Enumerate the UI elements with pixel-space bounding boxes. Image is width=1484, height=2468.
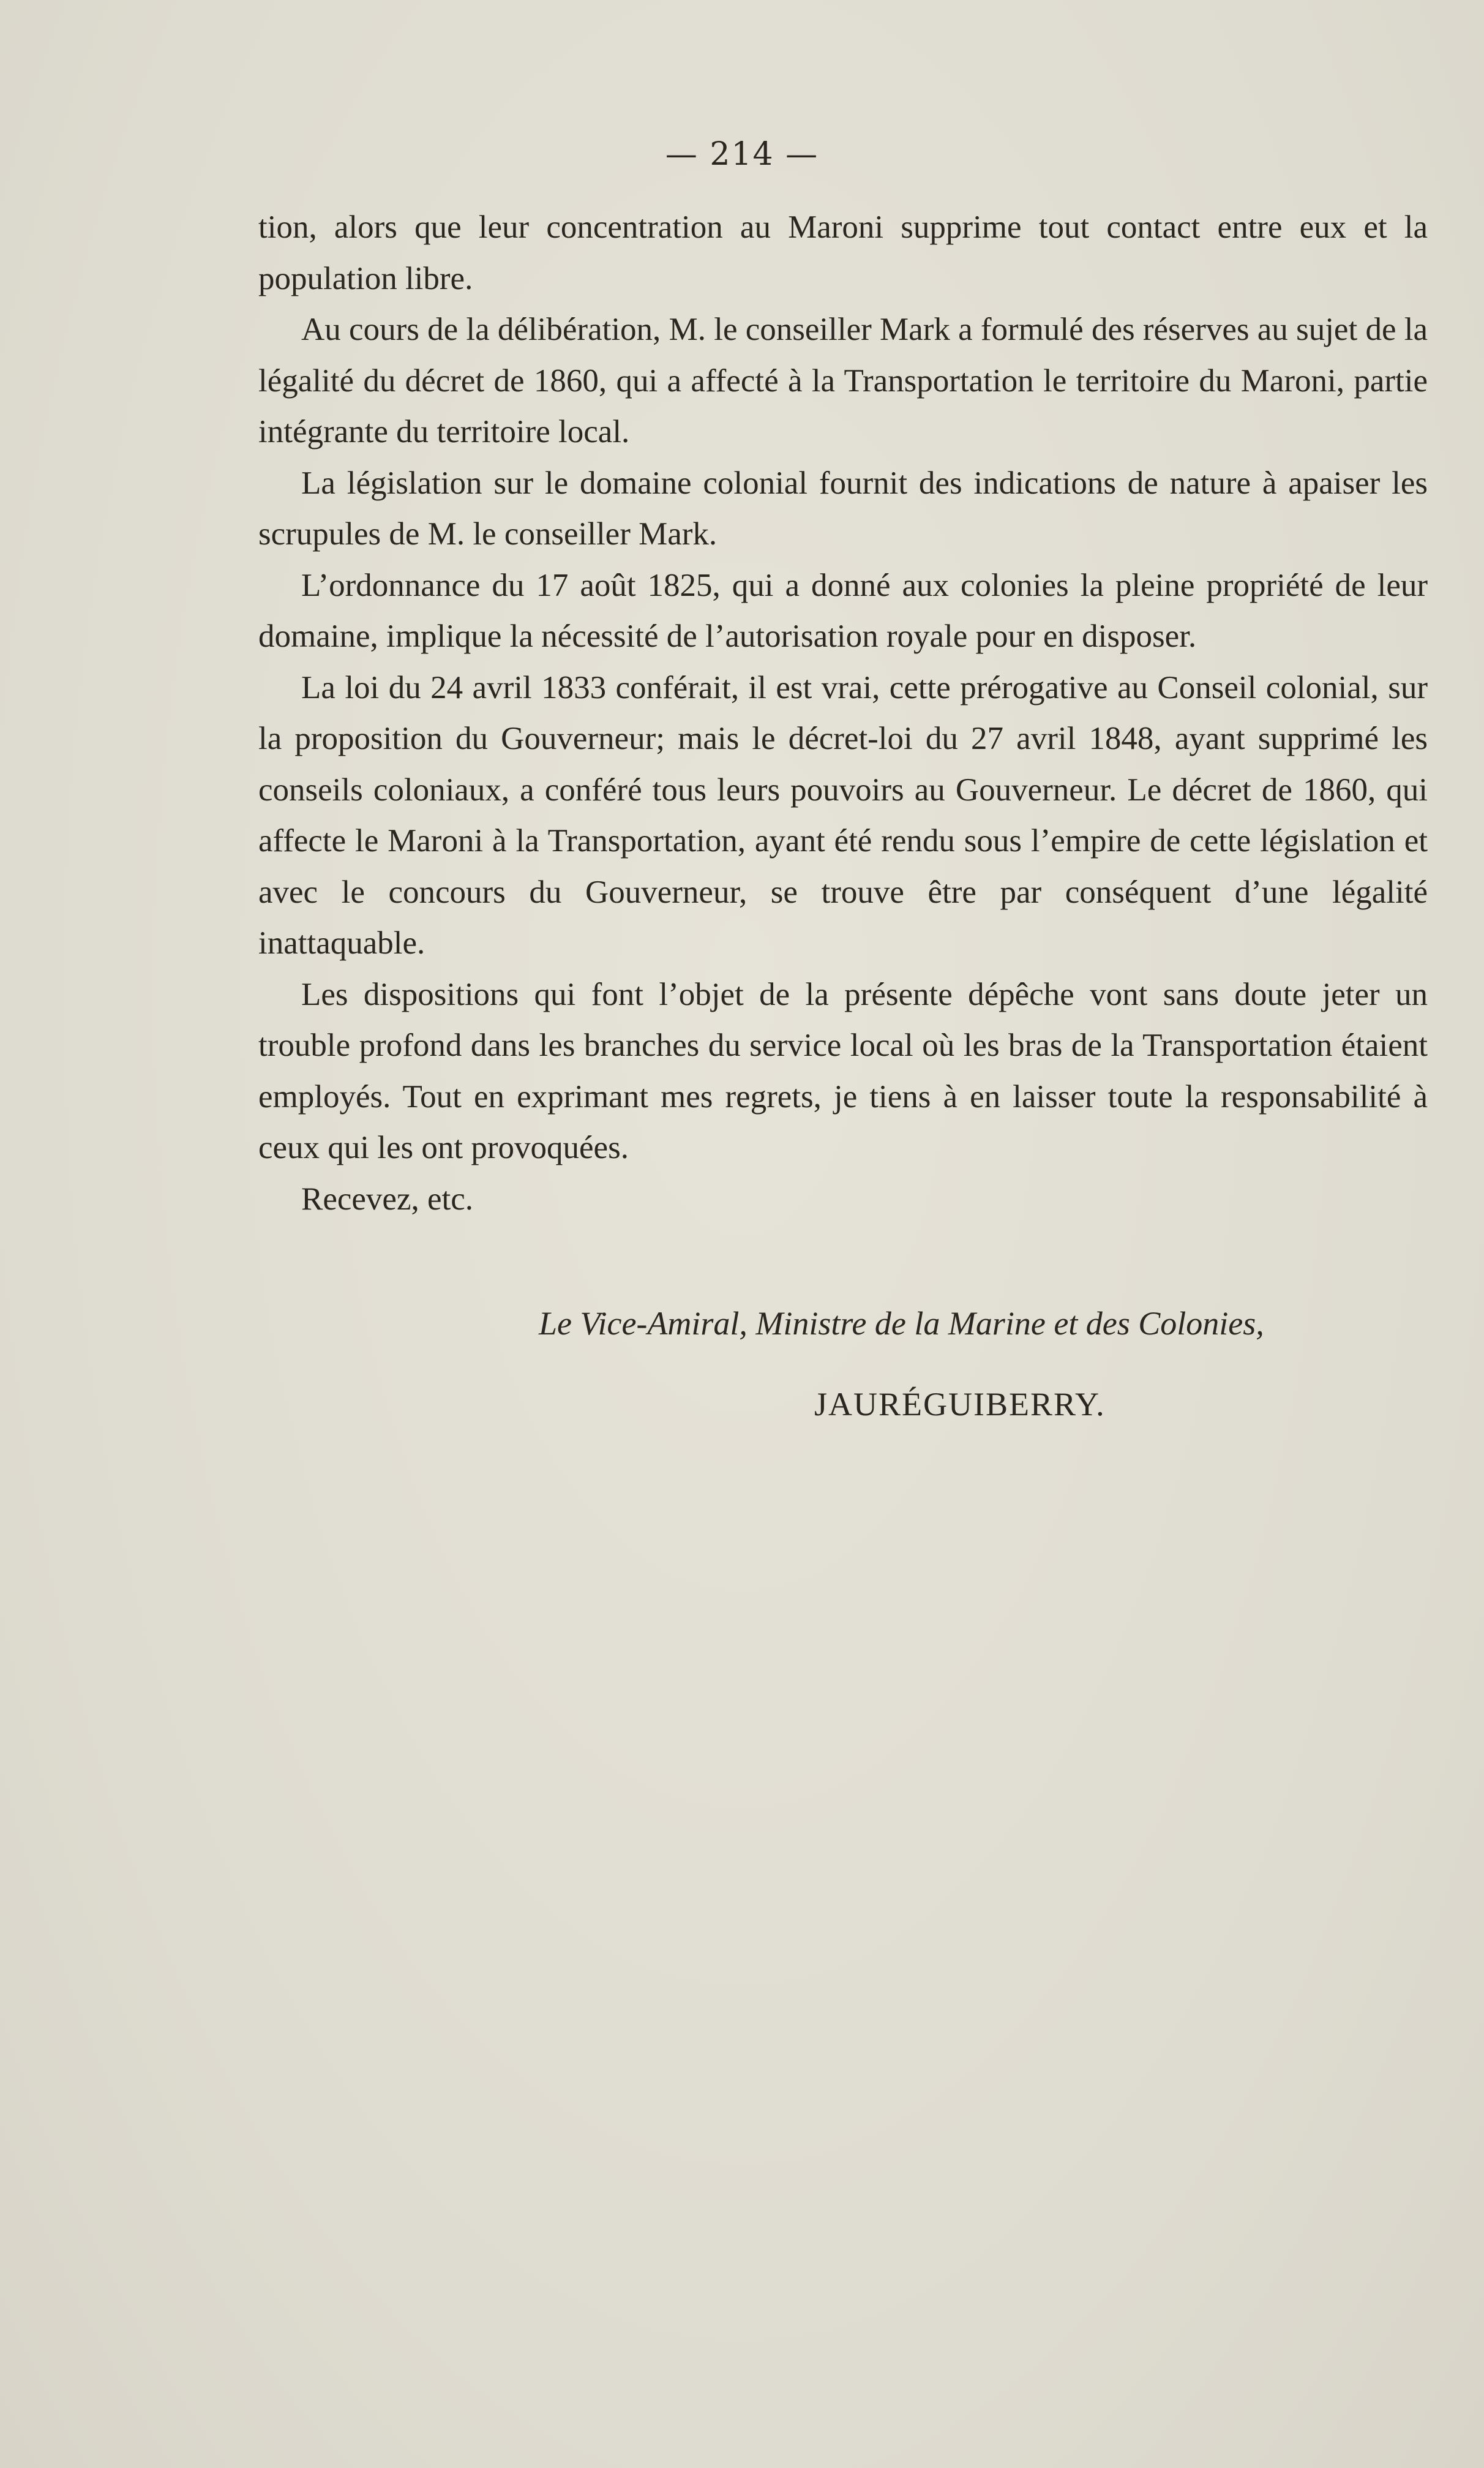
signature-title: Le Vice-Amiral, Ministre de la Marine et des Colonies, — [539, 1305, 1264, 1342]
paragraph-closing: Recevez, etc. — [301, 1181, 473, 1217]
paragraph-loi-1833: La loi du 24 avril 1833 conférait, il est vrai, cette prérogative au Conseil colonial, sur la proposition du Gouverneur; mais le décret-loi du 27 avril 1848, ayant supprimé les conseils coloniaux, a conféré tous leurs pouvoirs au Gouverneur. Le décret de 1860, qui affecte le Maroni à la Transportation, ayant été rendu sous l’empire de cette législation et avec le concours du Gouverneur, se trouve être par conséquent d’une légalité inattaquable. — [258, 669, 1428, 961]
paragraph-deliberation: Au cours de la délibération, M. le conseiller Mark a formulé des réserves au sujet de la légalité du décret de 1860, qui a affecté à la Transportation le territoire du Maroni, partie intégrante du territoire local. — [258, 312, 1428, 450]
paragraph-continued: tion, alors que leur concentration au Maroni supprime tout contact entre eux et la population libre. — [258, 209, 1428, 296]
paragraph-dispositions: Les dispositions qui font l’objet de la présente dépêche vont sans doute jeter un trouble profond dans les branches du service local où les bras de la Transportation étaient employés. Tout en exprimant mes regrets, je tiens à en laisser toute la responsabilité à ceux qui les ont provoquées. — [258, 976, 1428, 1165]
signature-name: JAURÉGUIBERRY. — [814, 1386, 1106, 1423]
page-number: — 214 — — [665, 136, 819, 173]
body-text — [258, 202, 1428, 1225]
paragraph-ordonnance: L’ordonnance du 17 août 1825, qui a donné aux colonies la pleine propriété de leur domaine, implique la nécessité de l’autorisation royale pour en disposer. — [258, 567, 1428, 654]
paragraph-legislation: La législation sur le domaine colonial fournit des indications de nature à apaiser les scrupules de M. le conseiller Mark. — [258, 465, 1428, 552]
